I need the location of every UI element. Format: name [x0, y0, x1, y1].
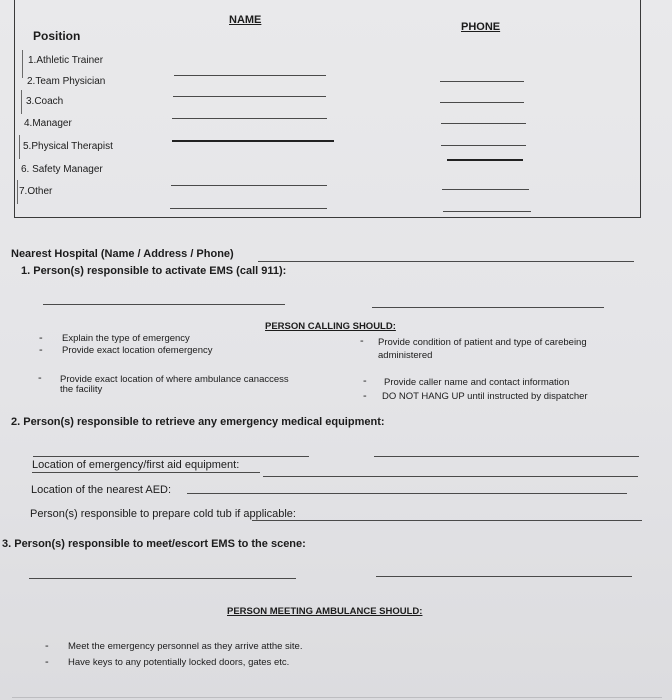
position-column-rule [21, 90, 22, 114]
equipment-person-line[interactable] [33, 456, 309, 457]
name-entry-line[interactable] [173, 96, 326, 97]
bullet-dash: - [45, 656, 49, 668]
phone-entry-line[interactable] [447, 159, 523, 161]
caller-instruction: Explain the type of emergency [62, 333, 190, 344]
equipment-location-label: Location of emergency/first aid equipment: [32, 459, 240, 471]
section-1-title: 1. Person(s) responsible to activate EMS (call 911): [21, 265, 287, 277]
meeting-instruction: Meet the emergency personnel as they arrive atthe site. [68, 641, 303, 652]
person-meeting-header: PERSON MEETING AMBULANCE SHOULD: [227, 606, 423, 617]
position-item: 7.Other [19, 186, 53, 197]
equipment-person-line[interactable] [374, 456, 639, 457]
page-bottom-edge [12, 697, 662, 698]
bullet-dash: - [363, 390, 367, 402]
nearest-hospital-label: Nearest Hospital (Name / Address / Phone) [11, 248, 234, 260]
cold-tub-line[interactable] [252, 520, 642, 521]
ems-activator-line[interactable] [372, 307, 604, 308]
aed-location-line[interactable] [187, 493, 627, 494]
caller-instruction: Provide caller name and contact information [384, 377, 570, 388]
equipment-location-line[interactable] [263, 476, 638, 477]
position-column-header: Position [33, 29, 81, 43]
caller-instruction: Provide exact location ofemergency [62, 345, 213, 356]
phone-entry-line[interactable] [440, 81, 524, 82]
position-column-rule [22, 50, 23, 78]
contacts-table-box [14, 0, 641, 218]
bullet-dash: - [39, 332, 43, 344]
position-column-rule [19, 135, 20, 159]
name-entry-line[interactable] [172, 140, 334, 142]
bullet-dash: - [39, 344, 43, 356]
bullet-dash: - [363, 375, 367, 387]
name-entry-line[interactable] [171, 185, 327, 186]
name-entry-line[interactable] [172, 118, 327, 119]
bullet-dash: - [45, 640, 49, 652]
escort-person-line[interactable] [376, 576, 632, 577]
caller-instruction: Provide condition of patient and type of carebeing [378, 337, 587, 348]
phone-entry-line[interactable] [441, 145, 526, 146]
position-item: 5.Physical Therapist [23, 141, 113, 152]
bullet-dash: - [38, 372, 42, 384]
position-item: 2.Team Physician [27, 76, 106, 87]
cold-tub-label: Person(s) responsible to prepare cold tub if applicable: [30, 508, 296, 520]
position-item: 3.Coach [26, 96, 64, 107]
position-column-rule [17, 180, 18, 204]
name-column-header: NAME [229, 14, 262, 26]
aed-location-label: Location of the nearest AED: [31, 484, 172, 496]
escort-person-line[interactable] [29, 578, 296, 579]
meeting-instruction: Have keys to any potentially locked doors, gates etc. [68, 657, 290, 668]
ems-activator-line[interactable] [43, 304, 285, 305]
position-item: 4.Manager [24, 118, 72, 129]
phone-entry-line[interactable] [443, 211, 531, 212]
equipment-location-line[interactable] [32, 472, 260, 473]
section-2-title: 2. Person(s) responsible to retrieve any emergency medical equipment: [11, 416, 385, 428]
phone-column-header: PHONE [461, 21, 501, 33]
section-3-title: 3. Person(s) responsible to meet/escort EMS to the scene: [2, 538, 306, 550]
caller-instruction: administered [378, 350, 433, 361]
position-item: 1.Athletic Trainer [28, 55, 104, 66]
phone-entry-line[interactable] [442, 189, 529, 190]
caller-instruction: Provide exact location of where ambulance canaccess [60, 374, 289, 385]
caller-instruction: DO NOT HANG UP until instructed by dispatcher [382, 391, 588, 402]
caller-instruction: the facility [60, 384, 103, 395]
name-entry-line[interactable] [170, 208, 327, 209]
hospital-entry-line[interactable] [258, 261, 634, 262]
phone-entry-line[interactable] [440, 102, 524, 103]
person-calling-header: PERSON CALLING SHOULD: [265, 321, 396, 332]
name-entry-line[interactable] [174, 75, 326, 76]
phone-entry-line[interactable] [441, 123, 526, 124]
bullet-dash: - [360, 335, 364, 347]
position-item: 6. Safety Manager [21, 164, 103, 175]
